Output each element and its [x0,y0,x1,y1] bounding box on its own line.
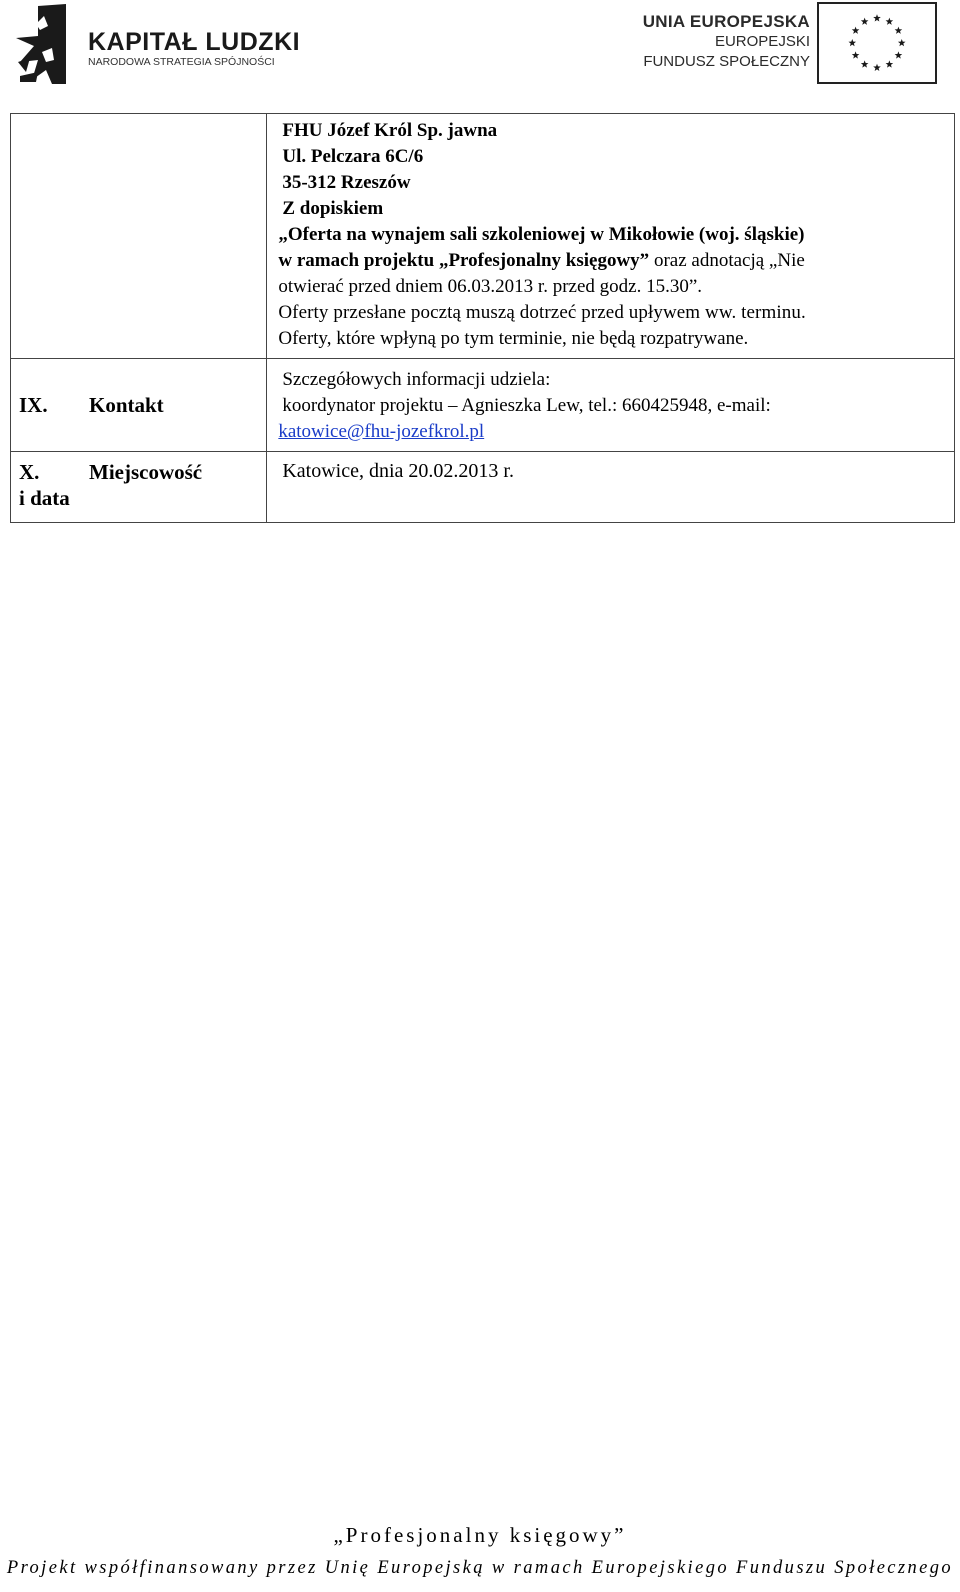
eu-star-icon [861,18,869,25]
place-date-label-cell [11,452,267,523]
address-left-cell [11,114,267,359]
section-label-date: i data [19,486,70,510]
address-block [267,114,955,359]
contact-email-link[interactable]: katowice@fhu-jozefkrol.pl [278,421,485,442]
post-deadline-line: Oferty przesłane pocztą muszą dotrzeć przed upływem ww. terminu. [278,302,806,323]
company-city: 35-312 Rzeszów [282,172,411,193]
eu-star-icon [898,39,906,46]
eu-line-social-fund: FUNDUSZ SPOŁECZNY [643,53,810,70]
footer-project-title: „Profesjonalny księgowy” [333,1523,627,1547]
contact-coordinator: koordynator projektu – Agnieszka Lew, tel.: 660425948, e-mail: [282,395,771,416]
note-heading: Z dopiskiem [282,198,384,219]
kapital-ludzki-title: KAPITAŁ LUDZKI [88,28,301,56]
page-header [0,0,960,100]
eu-line-european: EUROPEJSKI [714,33,810,50]
eu-star-icon [852,27,860,34]
eu-logo-text [643,12,810,72]
kapital-ludzki-logo [8,2,301,86]
project-name: w ramach projektu „Profesjonalny księgowy” [278,250,650,271]
project-annotation: oraz adnotacją „Nie [649,250,805,271]
place-date-value: Katowice, dnia 20.02.2013 r. [282,460,514,482]
eu-star-icon [848,39,856,46]
eu-star-icon [895,51,903,58]
contact-label-cell [11,359,267,452]
kapital-ludzki-subtitle: NARODOWA STRATEGIA SPÓJNOŚCI [88,56,275,68]
section-label-contact: Kontakt [89,393,164,417]
eu-star-icon [873,64,881,71]
eu-flag-icon [817,2,937,84]
kapital-ludzki-mark-icon [8,2,68,86]
eu-star-icon [886,18,894,25]
eu-star-icon [895,27,903,34]
contact-intro: Szczegółowych informacji udziela: [282,369,551,390]
late-offers-line: Oferty, które wpłyną po tym terminie, nie będą rozpatrywane. [278,328,749,349]
section-label-place: Miejscowość [89,460,203,484]
section-number-x: X. [19,460,40,484]
company-street: Ul. Pelczara 6C/6 [282,146,424,167]
footer-cofinance-line: Projekt współfinansowany przez Unię Europejską w ramach Europejskiego Funduszu Społecznego [6,1558,954,1578]
eu-star-icon [873,14,881,21]
contact-value-cell [267,359,955,452]
info-table [10,113,955,523]
eu-star-icon [852,51,860,58]
place-date-value-cell [267,452,955,523]
eu-line-union: UNIA EUROPEJSKA [642,12,810,31]
company-name: FHU Józef Król Sp. jawna [282,120,498,141]
deadline-line: otwierać przed dniem 06.03.2013 r. przed godz. 15.30”. [278,276,703,297]
eu-star-icon [886,60,894,67]
offer-line: „Oferta na wynajem sali szkoleniowej w Mikołowie (woj. śląskie) [278,224,805,245]
section-number-ix: IX. [19,393,48,417]
eu-star-icon [861,60,869,67]
project-line [278,248,942,274]
